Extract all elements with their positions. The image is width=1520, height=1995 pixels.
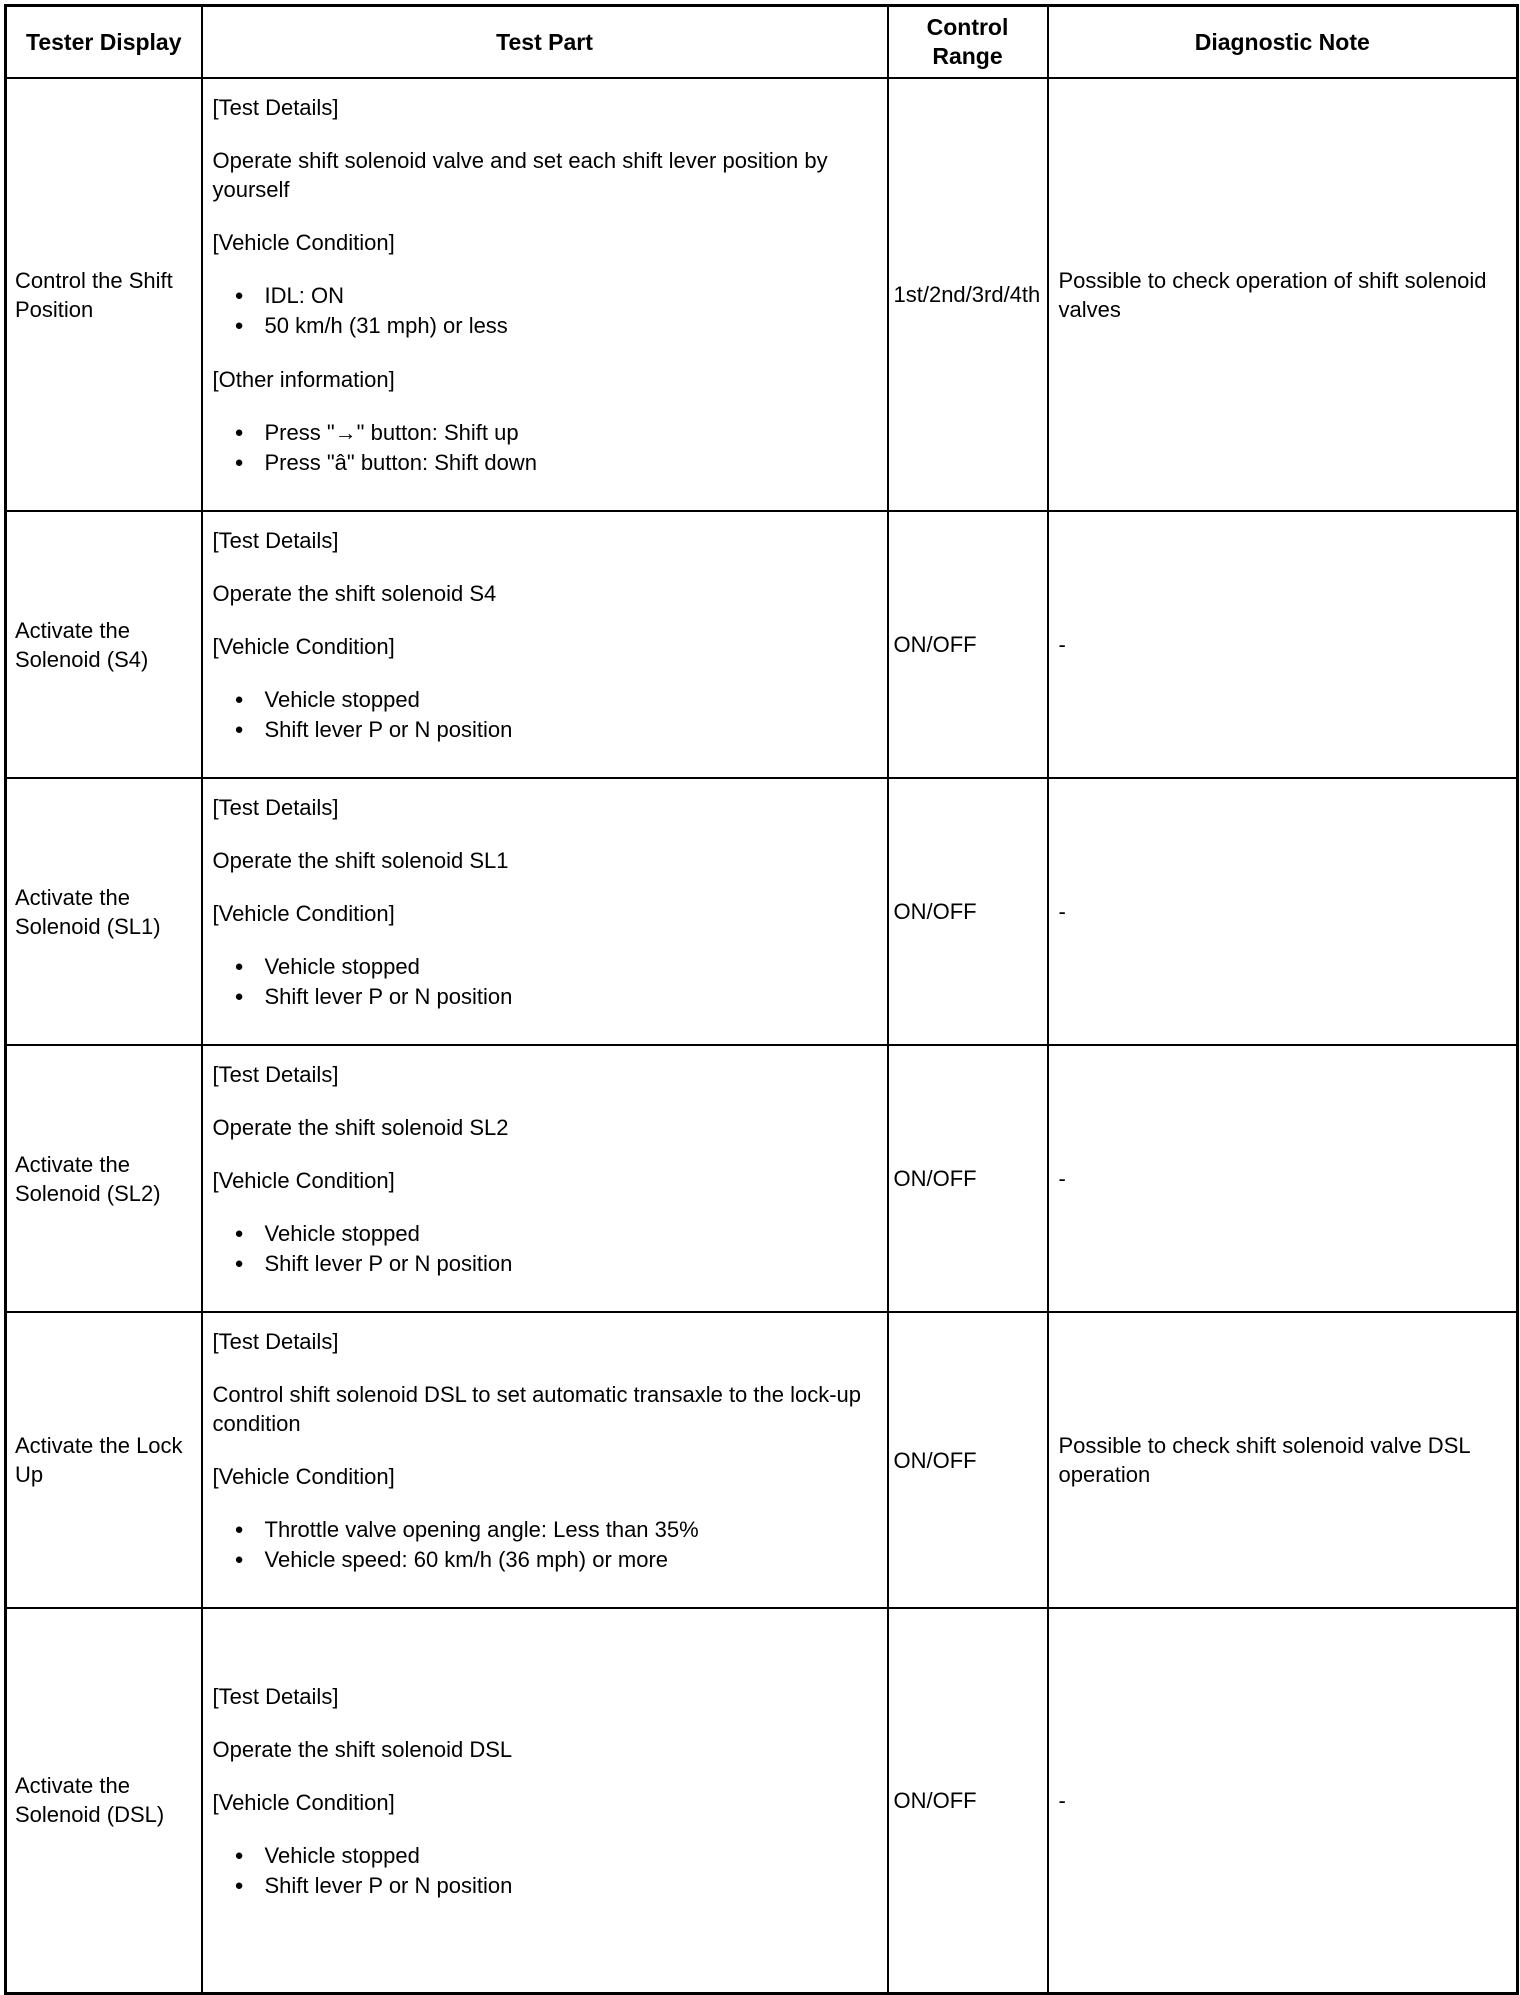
diagnostic-note-cell: -	[1048, 778, 1518, 1045]
table-row	[6, 1045, 1518, 1312]
bullet-list	[213, 1515, 875, 1575]
bullet-list	[213, 952, 875, 1012]
bullet-item: ● Press "â" button: Shift down	[235, 448, 875, 478]
paragraph: Control shift solenoid DSL to set automatic transaxle to the lock-up condition	[212, 1382, 862, 1436]
bullet-item: ● Vehicle stopped	[235, 1841, 875, 1871]
paragraph: Operate the shift solenoid SL2	[212, 1115, 509, 1140]
tester-display-cell: Activate the Solenoid (DSL)	[6, 1608, 202, 1993]
control-range-cell: ON/OFF	[888, 778, 1048, 1045]
bullet-item: ● Vehicle stopped	[235, 1219, 875, 1249]
bullet-item: ● Shift lever P or N position	[235, 1871, 875, 1901]
test-part-cell	[202, 511, 888, 778]
tester-display-cell: Activate the Solenoid (SL1)	[6, 778, 202, 1045]
bullet-item: ● Shift lever P or N position	[235, 715, 875, 745]
table-row	[6, 1608, 1518, 1993]
test-part-cell	[202, 78, 888, 511]
diagnostic-note-cell: Possible to check operation of shift solenoid valves	[1048, 78, 1518, 511]
bullet-item: ● Vehicle speed: 60 km/h (36 mph) or more	[235, 1545, 875, 1575]
section-label: [Vehicle Condition]	[212, 1789, 395, 1815]
paragraph: Operate shift solenoid valve and set each shift lever position by yourself	[212, 148, 828, 202]
header-row	[6, 6, 1518, 79]
diagnostic-note-cell: Possible to check shift solenoid valve DSL operation	[1048, 1312, 1518, 1608]
paragraph: Operate the shift solenoid DSL	[212, 1736, 513, 1762]
bullet-list	[213, 1841, 875, 1901]
control-range-cell: ON/OFF	[888, 511, 1048, 778]
section-label: [Test Details]	[212, 1329, 339, 1354]
bullet-list	[213, 418, 875, 478]
tester-display-cell: Activate the Solenoid (SL2)	[6, 1045, 202, 1312]
diagnostic-table	[4, 4, 1519, 1995]
paragraph: Operate the shift solenoid SL1	[212, 848, 509, 873]
section-label: [Test Details]	[212, 795, 339, 820]
column-header-control-range: Control Range	[888, 6, 1048, 79]
bullet-item: ● Throttle valve opening angle: Less than 35%	[235, 1515, 875, 1545]
bullet-list	[213, 685, 875, 745]
diagnostic-note-cell: -	[1048, 1045, 1518, 1312]
table-row	[6, 1312, 1518, 1608]
table-header	[6, 6, 1518, 79]
bullet-list	[213, 1219, 875, 1279]
bullet-item: ● Press "→" button: Shift up	[235, 418, 875, 448]
bullet-item: ● Shift lever P or N position	[235, 1249, 875, 1279]
section-label: [Other information]	[212, 367, 395, 392]
column-header-test-part: Test Part	[202, 6, 888, 79]
control-range-cell: ON/OFF	[888, 1312, 1048, 1608]
tester-display-cell: Activate the Solenoid (S4)	[6, 511, 202, 778]
section-label: [Vehicle Condition]	[212, 1168, 395, 1193]
control-range-cell: ON/OFF	[888, 1608, 1048, 1993]
paragraph: Operate the shift solenoid S4	[212, 581, 497, 606]
table-row	[6, 778, 1518, 1045]
bullet-list	[213, 281, 875, 341]
section-label: [Vehicle Condition]	[212, 230, 395, 255]
table-row	[6, 78, 1518, 511]
section-label: [Vehicle Condition]	[212, 1464, 395, 1489]
column-header-diagnostic-note: Diagnostic Note	[1048, 6, 1518, 79]
table-row	[6, 511, 1518, 778]
bullet-item: ● 50 km/h (31 mph) or less	[235, 311, 875, 341]
bullet-item: ● IDL: ON	[235, 281, 875, 311]
bullet-item: ● Vehicle stopped	[235, 685, 875, 715]
test-part-cell	[202, 778, 888, 1045]
diagnostic-note-cell: -	[1048, 1608, 1518, 1993]
control-range-cell: 1st/2nd/3rd/4th	[888, 78, 1048, 511]
section-label: [Test Details]	[212, 1683, 339, 1709]
bullet-item: ● Vehicle stopped	[235, 952, 875, 982]
section-label: [Test Details]	[212, 1062, 339, 1087]
column-header-tester-display: Tester Display	[6, 6, 202, 79]
tester-display-cell: Activate the Lock Up	[6, 1312, 202, 1608]
test-part-cell	[202, 1312, 888, 1608]
section-label: [Test Details]	[212, 528, 339, 553]
bullet-item: ● Shift lever P or N position	[235, 982, 875, 1012]
table-body	[6, 78, 1518, 1993]
test-part-cell	[202, 1045, 888, 1312]
section-label: [Vehicle Condition]	[212, 634, 395, 659]
section-label: [Vehicle Condition]	[212, 901, 395, 926]
diagnostic-note-cell: -	[1048, 511, 1518, 778]
test-part-cell	[202, 1608, 888, 1993]
control-range-cell: ON/OFF	[888, 1045, 1048, 1312]
tester-display-cell: Control the Shift Position	[6, 78, 202, 511]
section-label: [Test Details]	[212, 95, 339, 120]
